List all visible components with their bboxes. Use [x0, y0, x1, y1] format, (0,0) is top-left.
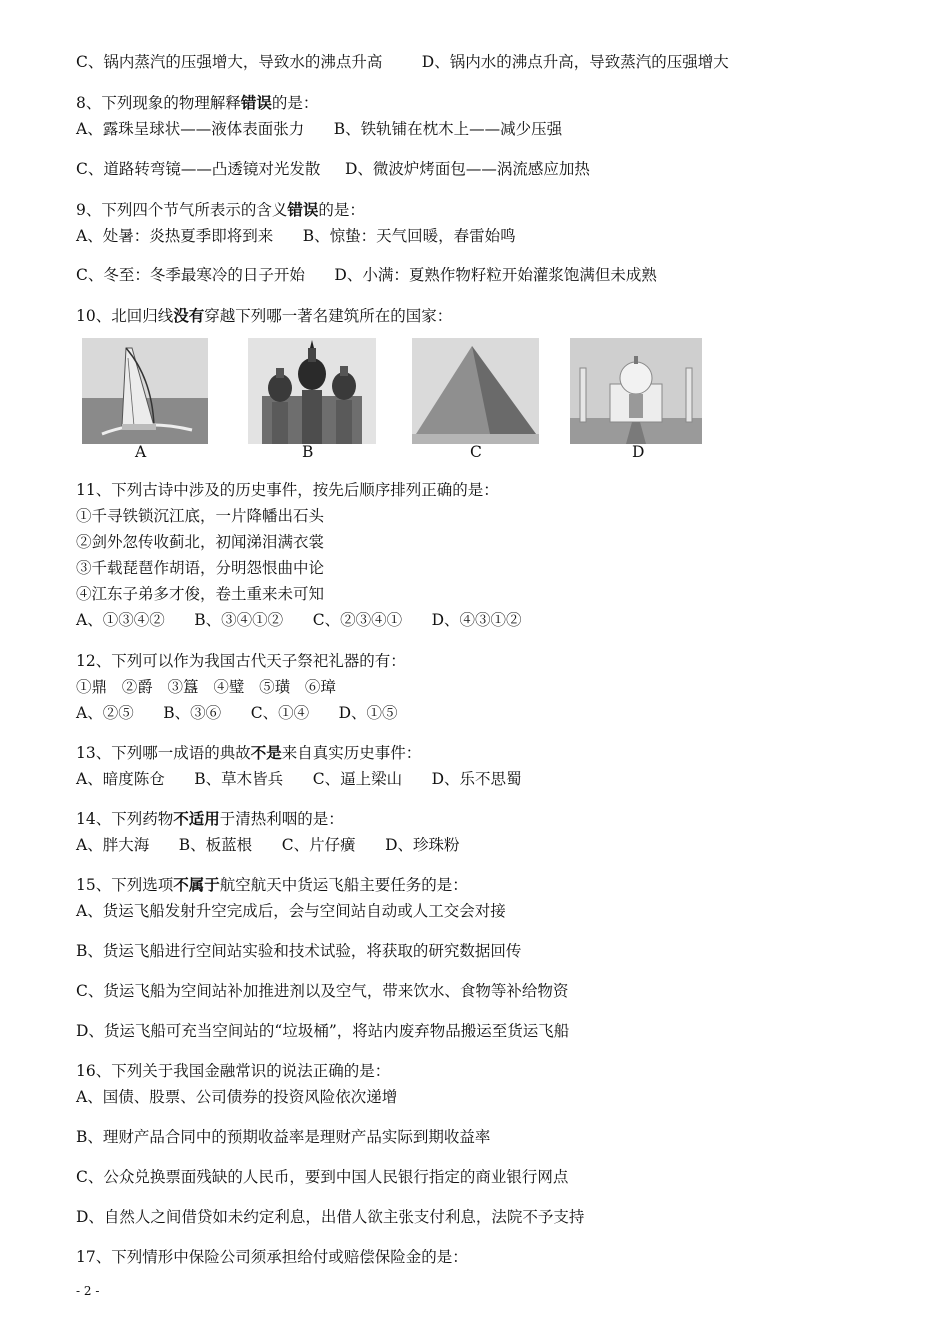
q7-options-cd: C、锅内蒸汽的压强增大，导致水的沸点升高 D、锅内水的沸点升高，导致蒸汽的压强增大: [76, 53, 729, 71]
q15-option-d: D、货运飞船可充当空间站的“垃圾桶”，将站内废弃物品搬运至货运飞船: [76, 1022, 570, 1040]
q11-poem-3: ③千载琵琶作胡语，分明怨恨曲中论: [76, 559, 325, 577]
q13-stem: 13、下列哪一成语的典故不是来自真实历史事件：: [76, 743, 422, 762]
q17-stem: 17、下列情形中保险公司须承担给付或赔偿保险金的是：: [76, 1248, 468, 1266]
q16-option-d: D、自然人之间借贷如未约定利息，出借人欲主张支付利息，法院不予支持: [76, 1208, 585, 1226]
q15-stem: 15、下列选项不属于航空航天中货运飞船主要任务的是：: [76, 875, 468, 894]
q10-stem: 10、北回归线没有穿越下列哪一著名建筑所在的国家：: [76, 306, 453, 325]
emphasis: 错误: [240, 93, 272, 112]
q16-option-c: C、公众兑换票面残缺的人民币，要到中国人民银行指定的商业银行网点: [76, 1168, 569, 1186]
taj-mahal-image: [570, 338, 702, 444]
page-number: - 2 -: [76, 1284, 100, 1298]
image-label-c: C: [470, 443, 482, 461]
q11-poem-2: ②剑外忽传收蓟北，初闻涕泪满衣裳: [76, 533, 325, 551]
q14-stem: 14、下列药物不适用于清热利咽的是：: [76, 809, 344, 828]
q9-options-cd: C、冬至：冬季最寒冷的日子开始 D、小满：夏熟作物籽粒开始灌浆饱满但未成熟: [76, 266, 657, 284]
q8-options-cd: C、道路转弯镜——凸透镜对光发散 D、微波炉烤面包——涡流感应加热: [76, 160, 590, 178]
q9-options-ab: A、处暑：炎热夏季即将到来 B、惊蛰：天气回暖，春雷始鸣: [76, 227, 516, 245]
q15-option-a: A、货运飞船发射升空完成后，会与空间站自动或人工交会对接: [76, 902, 506, 920]
q11-poem-1: ①千寻铁锁沉江底，一片降幡出石头: [76, 507, 325, 525]
emphasis: 错误: [287, 200, 319, 219]
burj-al-arab-image: [82, 338, 208, 444]
q9-stem: 9、下列四个节气所表示的含义错误的是：: [76, 200, 365, 219]
q15-option-c: C、货运飞船为空间站补加推进剂以及空气，带来饮水、食物等补给物资: [76, 982, 569, 1000]
q16-option-b: B、理财产品合同中的预期收益率是理财产品实际到期收益率: [76, 1128, 491, 1146]
pyramid-image: [412, 338, 539, 444]
emphasis: 不适用: [173, 809, 220, 828]
image-label-b: B: [302, 443, 314, 461]
q11-poem-4: ④江东子弟多才俊，卷土重来未可知: [76, 585, 325, 603]
q16-option-a: A、国债、股票、公司债券的投资风险依次递增: [76, 1088, 398, 1106]
image-label-d: D: [632, 443, 645, 461]
q16-stem: 16、下列关于我国金融常识的说法正确的是：: [76, 1062, 391, 1080]
q12-items: ①鼎 ②爵 ③簋 ④璧 ⑤璜 ⑥璋: [76, 678, 336, 696]
emphasis: 没有: [173, 306, 205, 325]
q12-options: A、②⑤ B、③⑥ C、①④ D、①⑤: [76, 704, 398, 722]
q14-options: A、胖大海 B、板蓝根 C、片仔癀 D、珍珠粉: [76, 836, 460, 854]
q13-options: A、暗度陈仓 B、草木皆兵 C、逼上梁山 D、乐不思蜀: [76, 770, 522, 788]
q11-stem: 11、下列古诗中涉及的历史事件，按先后顺序排列正确的是：: [76, 481, 499, 499]
image-label-a: A: [135, 443, 147, 461]
emphasis: 不是: [250, 743, 282, 762]
st-basils-cathedral-image: [248, 338, 376, 444]
q8-options-ab: A、露珠呈球状——液体表面张力 B、铁轨铺在枕木上——减少压强: [76, 120, 563, 138]
q11-options: A、①③④② B、③④①② C、②③④① D、④③①②: [76, 611, 522, 629]
q15-option-b: B、货运飞船进行空间站实验和技术试验，将获取的研究数据回传: [76, 942, 522, 960]
emphasis: 不属于: [173, 875, 220, 894]
q12-stem: 12、下列可以作为我国古代天子祭祀礼器的有：: [76, 652, 406, 670]
q8-stem: 8、下列现象的物理解释错误的是：: [76, 93, 319, 112]
